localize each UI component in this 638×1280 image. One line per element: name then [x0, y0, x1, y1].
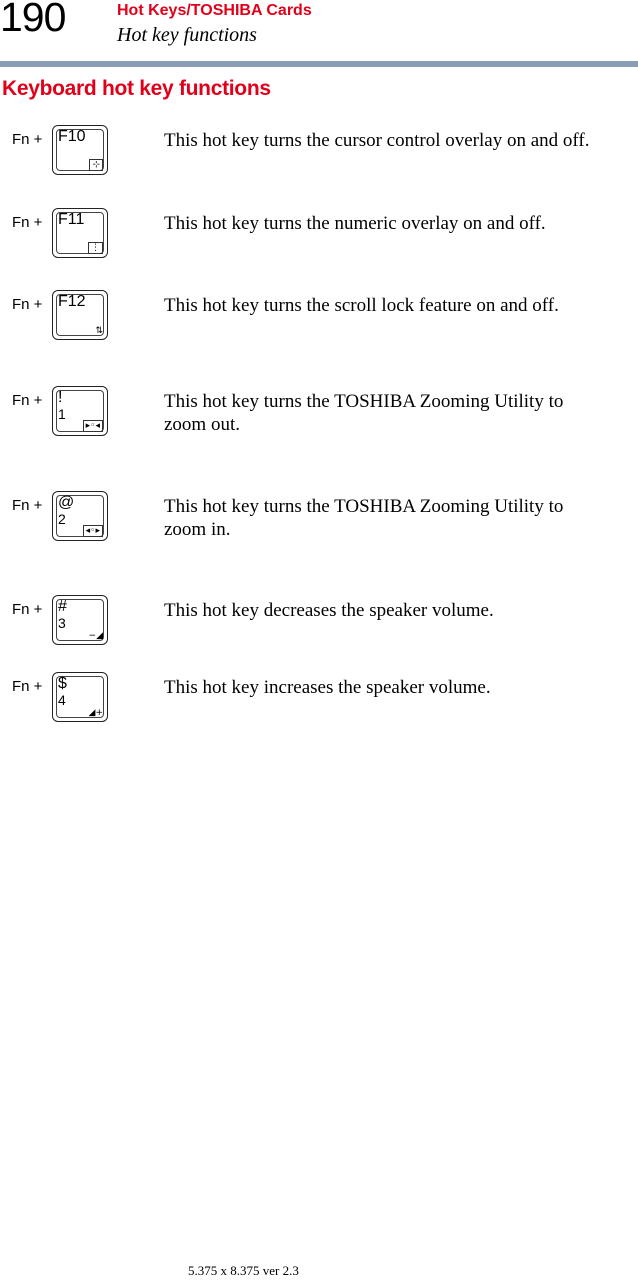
key-label: F12: [58, 293, 86, 310]
page-heading: Keyboard hot key functions: [2, 77, 271, 100]
fn-modifier-label: Fn +: [12, 601, 43, 618]
key-label: $: [58, 675, 67, 692]
key-label: !: [58, 389, 63, 406]
key-3-icon: [52, 595, 108, 645]
fn-modifier-label: Fn +: [12, 214, 43, 231]
hotkey-description: This hot key turns the scroll lock feature on and off.: [164, 295, 559, 316]
key-label: @: [58, 494, 75, 511]
key-label: F10: [58, 128, 86, 145]
page-footer: 5.375 x 8.375 ver 2.3: [188, 1263, 299, 1278]
header-divider: [0, 61, 638, 67]
key-label: 1: [58, 406, 66, 422]
key-2-icon: [52, 491, 108, 541]
fn-modifier-label: Fn +: [12, 497, 43, 514]
volume-up-icon: ◢+: [88, 708, 103, 718]
cursor-overlay-icon: ⊹: [89, 159, 103, 171]
f10-key-icon: [52, 125, 108, 175]
fn-modifier-label: Fn +: [12, 131, 43, 148]
key-label: 2: [58, 511, 66, 527]
chapter-title: Hot Keys/TOSHIBA Cards: [117, 2, 312, 19]
page-number: 190: [0, 0, 66, 40]
fn-modifier-label: Fn +: [12, 296, 43, 313]
zoom-in-icon: ◂◦▸: [83, 525, 103, 537]
f11-key-icon: [52, 208, 108, 258]
key-label: 3: [58, 615, 66, 631]
hotkey-description: This hot key turns the numeric overlay on and off.: [164, 213, 546, 234]
key-1-icon: [52, 386, 108, 436]
fn-modifier-label: Fn +: [12, 392, 43, 409]
scroll-lock-icon: ⇅: [95, 326, 103, 336]
hotkey-description: This hot key turns the TOSHIBA Zooming Utility to zoom in.: [164, 496, 564, 540]
hotkey-description: This hot key turns the TOSHIBA Zooming Utility to zoom out.: [164, 391, 564, 435]
key-label: 4: [58, 692, 66, 708]
f12-key-icon: [52, 290, 108, 340]
zoom-out-icon: ▸◦◂: [83, 420, 103, 432]
fn-modifier-label: Fn +: [12, 678, 43, 695]
key-label: F11: [58, 211, 85, 228]
section-title: Hot key functions: [117, 24, 257, 46]
hotkey-description: This hot key decreases the speaker volume.: [164, 600, 494, 621]
hotkey-description: This hot key turns the cursor control overlay on and off.: [164, 130, 590, 151]
key-label: #: [58, 598, 67, 615]
numeric-overlay-icon: ⋮: [88, 242, 103, 254]
key-4-icon: [52, 672, 108, 722]
hotkey-description: This hot key increases the speaker volume.: [164, 677, 491, 698]
volume-down-icon: −◢: [88, 631, 103, 641]
